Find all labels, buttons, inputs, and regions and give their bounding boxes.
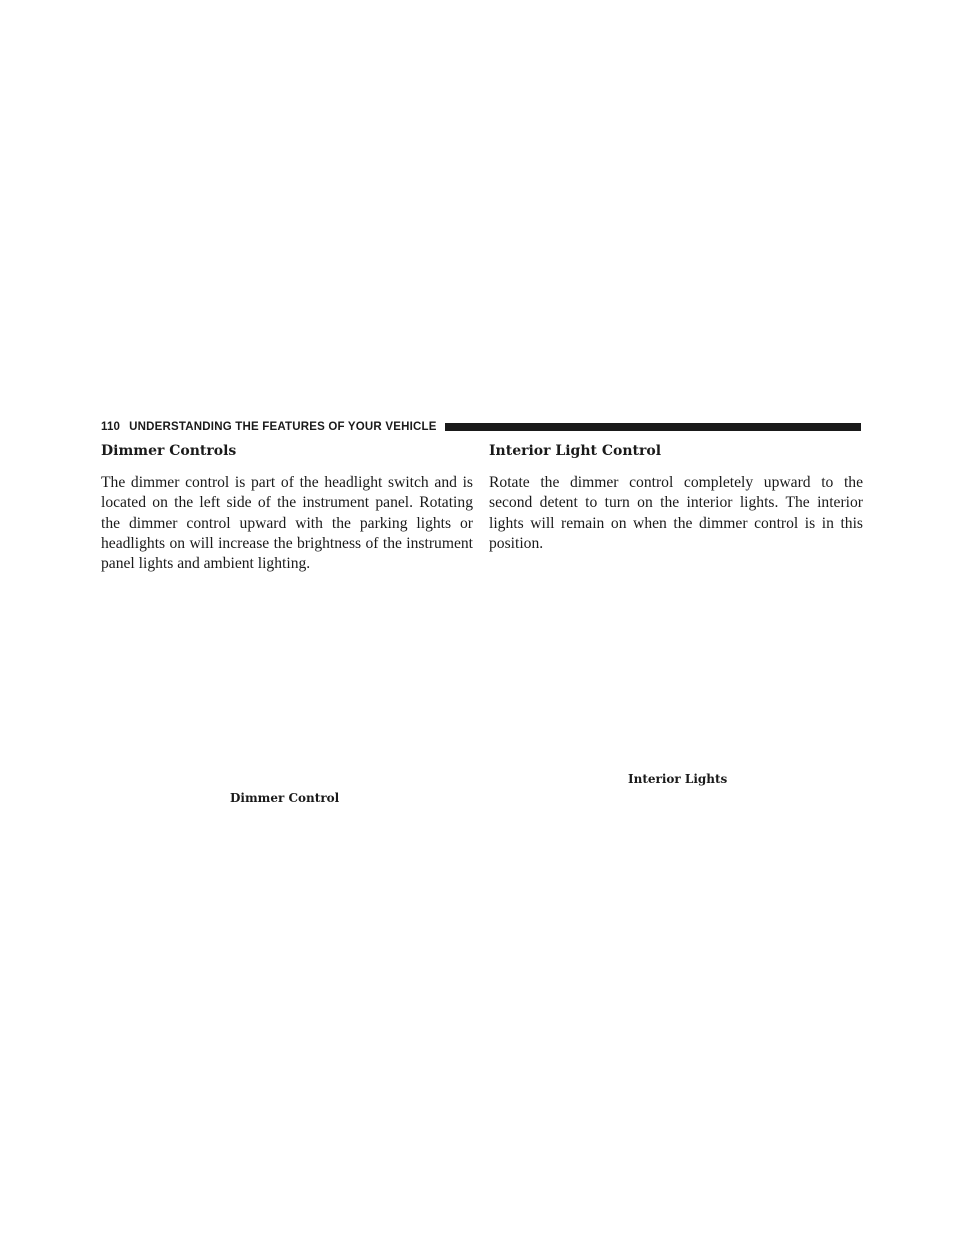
header-rule bbox=[445, 423, 861, 431]
right-column bbox=[489, 442, 863, 554]
page-header bbox=[101, 420, 861, 434]
left-column bbox=[101, 442, 473, 574]
section-body-dimmer-controls: The dimmer control is part of the headlight switch and is located on the left side of the instrument panel. Rotating the dimmer control upward with the parking lights or headlights on will increase the brightness of the instrument panel lights and ambient lighting. bbox=[101, 474, 473, 573]
section-body-interior-light-control: Rotate the dimmer control completely upward to the second detent to turn on the interior lights. The interior lights will remain on when the dimmer control is in this position. bbox=[489, 474, 863, 552]
section-heading-dimmer-controls: Dimmer Controls bbox=[101, 443, 237, 459]
chapter-title: UNDERSTANDING THE FEATURES OF YOUR VEHICLE bbox=[129, 421, 437, 433]
figure-caption-dimmer-control: Dimmer Control bbox=[230, 791, 340, 805]
section-heading-interior-light-control: Interior Light Control bbox=[489, 443, 662, 459]
page-number: 110 bbox=[101, 421, 121, 433]
figure-caption-interior-lights: Interior Lights bbox=[628, 772, 728, 786]
